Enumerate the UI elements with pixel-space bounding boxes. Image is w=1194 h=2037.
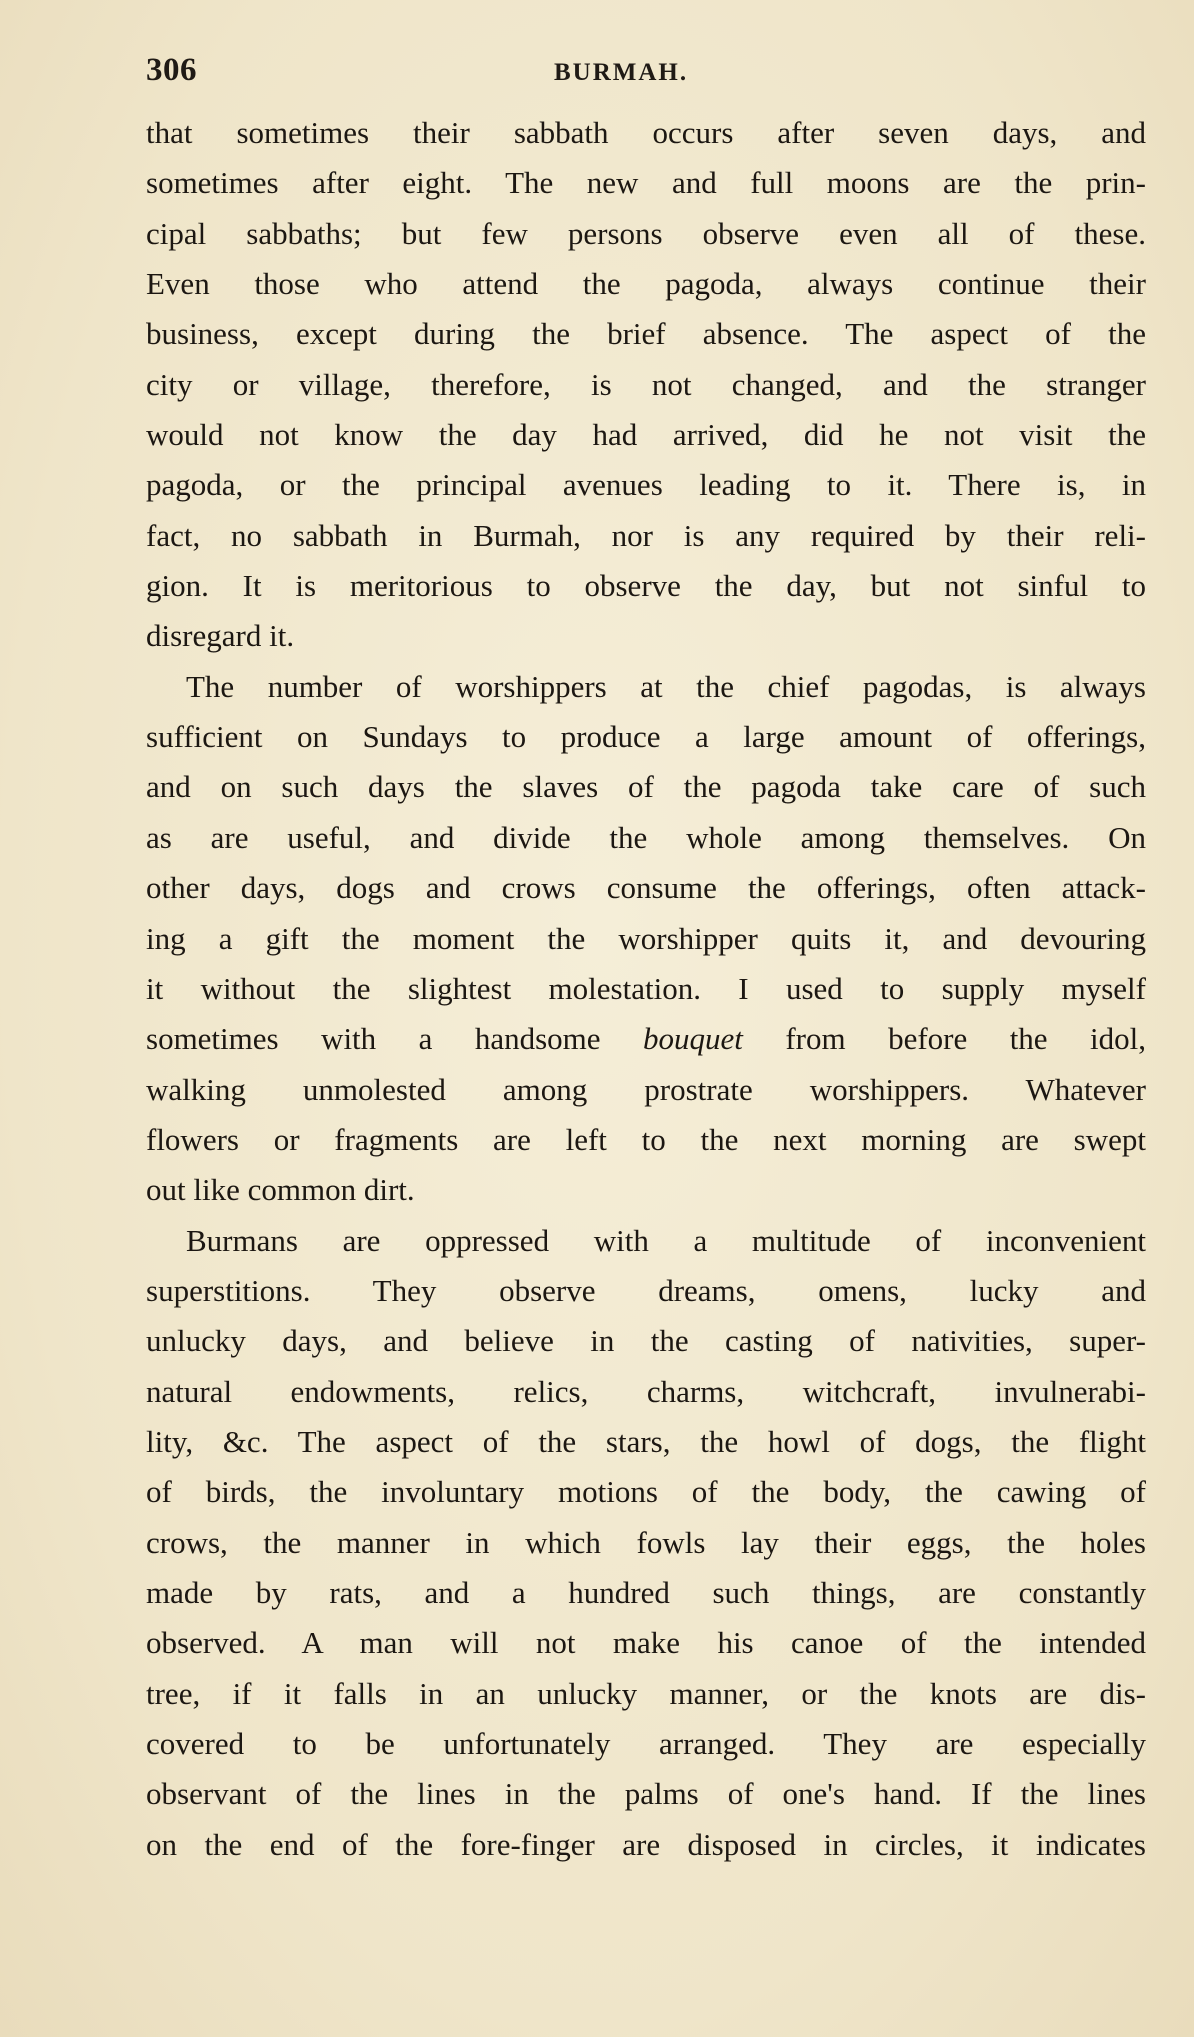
- text-line: crows, the manner in which fowls lay their eggs, the holes: [146, 1524, 1146, 1560]
- text-line: gion. It is meritorious to observe the day, but not sinful to: [146, 568, 1146, 604]
- text-line: made by rats, and a hundred such things, are constantly: [146, 1574, 1146, 1610]
- running-title: BURMAH.: [554, 59, 689, 86]
- text-line: would not know the day had arrived, did he not visit the: [146, 417, 1146, 453]
- text-line: out like common dirt.: [146, 1172, 415, 1208]
- text-line: Burmans are oppressed with a multitude of inconvenient: [186, 1222, 1146, 1258]
- text-line: sufficient on Sundays to produce a large amount of offerings,: [146, 719, 1146, 755]
- text-line: fact, no sabbath in Burmah, nor is any required by their reli-: [146, 517, 1146, 553]
- text-line: The number of worshippers at the chief pagodas, is always: [186, 668, 1146, 704]
- text-line: pagoda, or the principal avenues leading to it. There is, in: [146, 467, 1146, 503]
- text-line: covered to be unfortunately arranged. They are especially: [146, 1726, 1146, 1761]
- text-line: ing a gift the moment the worshipper quits it, and devouring: [146, 920, 1146, 956]
- text-line: observed. A man will not make his canoe of the intended: [146, 1625, 1146, 1661]
- body-text: [146, 108, 1146, 1870]
- text-line: city or village, therefore, is not changed, and the stranger: [146, 366, 1146, 402]
- text-line: Even those who attend the pagoda, always continue their: [146, 266, 1146, 302]
- page-number: 306: [146, 52, 197, 88]
- text-line-with-italic: [146, 1014, 1146, 1064]
- text-line: and on such days the slaves of the pagoda take care of such: [146, 769, 1146, 805]
- text-line: business, except during the brief absence. The aspect of the: [146, 316, 1146, 352]
- text-line: flowers or fragments are left to the next morning are swept: [146, 1121, 1146, 1157]
- text-line: natural endowments, relics, charms, witchcraft, invulnerabi-: [146, 1373, 1146, 1409]
- text-line: of birds, the involuntary motions of the body, the cawing of: [146, 1474, 1146, 1510]
- text-line: it without the slightest molestation. I used to supply myself: [146, 970, 1146, 1006]
- text-line: that sometimes their sabbath occurs after seven days, and: [146, 115, 1146, 150]
- text-line: superstitions. They observe dreams, omens, lucky and: [146, 1272, 1146, 1308]
- text-line: on the end of the fore-finger are disposed in circles, it indicates: [146, 1826, 1146, 1862]
- text-line: sometimes after eight. The new and full moons are the prin-: [146, 165, 1146, 201]
- text-line: cipal sabbaths; but few persons observe even all of these.: [146, 215, 1146, 251]
- text-line: lity, &c. The aspect of the stars, the howl of dogs, the flight: [146, 1423, 1146, 1459]
- text-line: unlucky days, and believe in the casting of nativities, super-: [146, 1323, 1146, 1359]
- text-segment: sometimes with a handsome: [146, 1021, 644, 1057]
- text-line: tree, if it falls in an unlucky manner, or the knots are dis-: [146, 1675, 1146, 1711]
- text-line: disregard it.: [146, 618, 295, 654]
- text-segment: from before the idol,: [742, 1021, 1146, 1057]
- running-head: [146, 52, 1146, 102]
- text-line: observant of the lines in the palms of one's hand. If the lines: [146, 1776, 1146, 1812]
- text-line: other days, dogs and crows consume the offerings, often attack-: [146, 870, 1146, 906]
- text-line: as are useful, and divide the whole among themselves. On: [146, 819, 1146, 855]
- italic-word: bouquet: [643, 1021, 743, 1057]
- text-line: walking unmolested among prostrate worshippers. Whatever: [146, 1071, 1146, 1107]
